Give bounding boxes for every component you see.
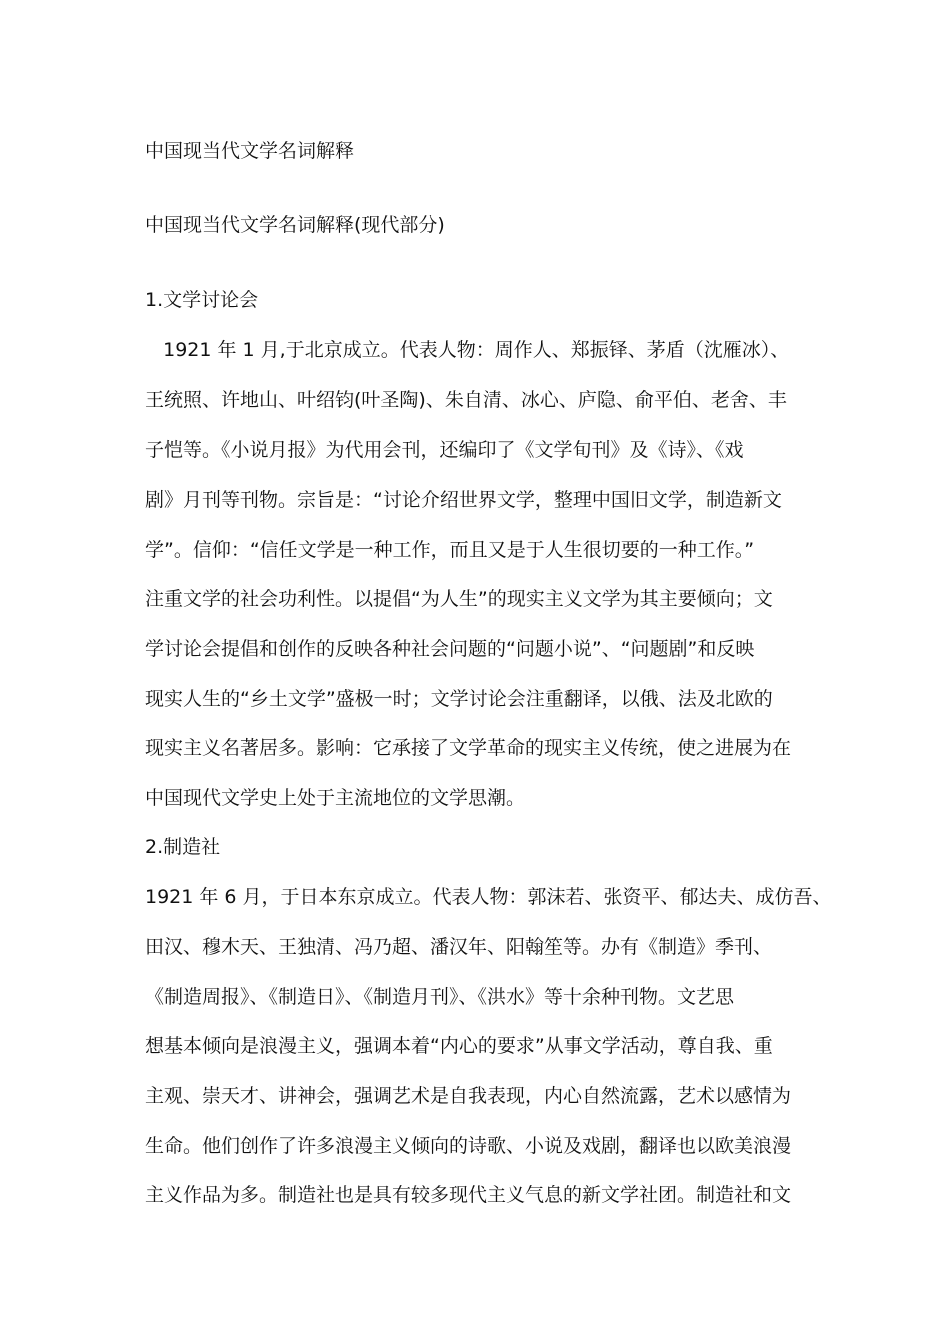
- section-heading-2: 2.制造社: [145, 836, 221, 858]
- paragraph-line: 想基本倾向是浪漫主义，强调本着“内心的要求”从事文学活动，尊自我、重: [145, 1035, 773, 1057]
- paragraph-line: 生命。他们创作了许多浪漫主义倾向的诗歌、小说及戏剧，翻译也以欧美浪漫: [145, 1135, 792, 1157]
- paragraph-line: 学”。信仰：“信任文学是一种工作，而且又是于人生很切要的一种工作。”: [145, 539, 755, 561]
- document-title: 中国现当代文学名词解释: [145, 140, 355, 162]
- paragraph-line: 王统照、许地山、叶绍钧(叶圣陶)、朱自清、冰心、庐隐、俞平伯、老舍、丰: [145, 389, 787, 411]
- document-subtitle: 中国现当代文学名词解释(现代部分): [145, 214, 445, 236]
- paragraph-line: 中国现代文学史上处于主流地位的文学思潮。: [145, 787, 526, 809]
- paragraph-line: 学讨论会提倡和创作的反映各种社会问题的“问题小说”、“问题剧”和反映: [145, 638, 755, 660]
- paragraph-line: 现实主义名著居多。影响：它承接了文学革命的现实主义传统，使之进展为在: [145, 737, 792, 759]
- paragraph-line: 子恺等。《小说月报》为代用会刊，还编印了《文学旬刊》及《诗》、《戏: [145, 439, 744, 461]
- paragraph-line: 剧》月刊等刊物。宗旨是：“讨论介绍世界文学，整理中国旧文学，制造新文: [145, 489, 782, 511]
- paragraph-line: 主义作品为多。制造社也是具有较多现代主义气息的新文学社团。制造社和文: [145, 1184, 792, 1206]
- paragraph-line: 现实人生的“乡土文学”盛极一时；文学讨论会注重翻译，以俄、法及北欧的: [145, 688, 773, 710]
- section-heading-1: 1.文学讨论会: [145, 289, 259, 311]
- paragraph-line: 1921 年 6 月，于日本东京成立。代表人物：郭沫若、张资平、郁达夫、成仿吾、: [145, 886, 832, 908]
- paragraph-line: 田汉、穆木天、王独清、冯乃超、潘汉年、阳翰笙等。办有《制造》季刊、: [145, 936, 773, 958]
- paragraph-line: 主观、崇天才、讲神会，强调艺术是自我表现，内心自然流露，艺术以感情为: [145, 1085, 792, 1107]
- paragraph-line: 1921 年 1 月,于北京成立。代表人物：周作人、郑振铎、茅盾（沈雁冰）、: [145, 339, 790, 361]
- paragraph-line: 注重文学的社会功利性。以提倡“为人生”的现实主义文学为其主要倾向；文: [145, 588, 773, 610]
- paragraph-line: 《制造周报》、《制造日》、《制造月刊》、《洪水》等十余种刊物。文艺思: [145, 986, 735, 1008]
